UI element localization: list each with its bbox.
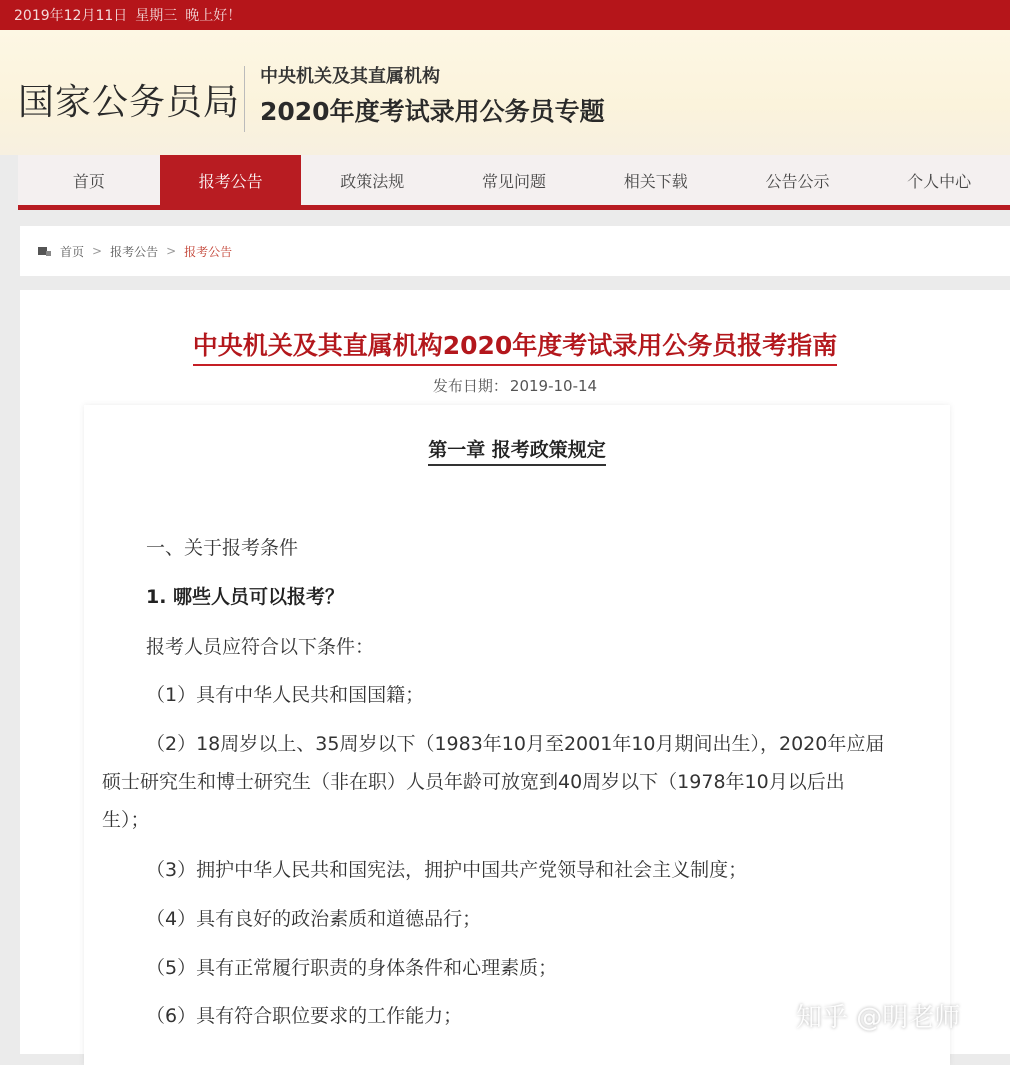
condition-6: （6）具有符合职位要求的工作能力； [146, 1005, 463, 1027]
nav-item-announcements[interactable]: 报考公告 [160, 155, 302, 205]
site-header [0, 30, 1010, 155]
breadcrumb-level1[interactable]: 报考公告 [110, 244, 159, 259]
condition-5: （5）具有正常履行职责的身体条件和心理素质； [146, 957, 558, 979]
chapter-heading-wrap [84, 435, 950, 466]
header-topic-title: 2020年度考试录用公务员专题 [260, 97, 605, 126]
breadcrumb [20, 226, 1010, 276]
header-divider [244, 66, 245, 132]
current-date: 2019年12月11日 [14, 8, 128, 24]
publish-date-value: 2019-10-14 [509, 377, 598, 395]
question-heading: 1. 哪些人员可以报考？ [146, 586, 345, 608]
header-subtitle: 中央机关及其直属机构 [260, 66, 440, 87]
nav-item-policies[interactable]: 政策法规 [340, 171, 405, 191]
publish-date [20, 375, 1010, 396]
condition-1: （1）具有中华人民共和国国籍； [146, 684, 425, 706]
home-icon [38, 245, 52, 257]
intro-text: 报考人员应符合以下条件： [146, 636, 375, 658]
publish-date-label: 发布日期： [432, 377, 508, 395]
article-panel [20, 290, 1010, 1054]
nav-item-personal-center[interactable]: 个人中心 [907, 171, 972, 191]
condition-2-line2: 硕士研究生和博士研究生（非在职）人员年龄可放宽到40周岁以下（1978年10月以后出 [102, 771, 845, 793]
section-heading: 一、关于报考条件 [146, 537, 299, 559]
breadcrumb-separator: > [92, 244, 103, 258]
article-title-wrap [20, 326, 1010, 366]
breadcrumb-current: 报考公告 [184, 244, 233, 259]
article-title: 中央机关及其直属机构2020年度考试录用公务员报考指南 [193, 326, 838, 366]
article-body [84, 405, 950, 1065]
condition-4: （4）具有良好的政治素质和道德品行； [146, 908, 482, 930]
nav-item-downloads[interactable]: 相关下载 [623, 171, 688, 191]
nav-item-faq[interactable]: 常见问题 [482, 171, 547, 191]
breadcrumb-separator: > [166, 244, 177, 258]
condition-2-line3: 生）； [102, 809, 150, 831]
breadcrumb-home[interactable]: 首页 [60, 244, 85, 259]
nav-underline [18, 205, 1010, 210]
watermark: 知乎 @明老师 [796, 1003, 961, 1033]
chapter-heading: 第一章 报考政策规定 [428, 435, 606, 466]
top-status-bar [0, 0, 1010, 30]
weekday: 星期三 [135, 8, 178, 24]
greeting: 晚上好！ [185, 8, 242, 24]
main-nav [18, 155, 1010, 205]
condition-3: （3）拥护中华人民共和国宪法，拥护中国共产党领导和社会主义制度； [146, 859, 748, 881]
site-logo[interactable]: 国家公务员局 [18, 82, 241, 123]
condition-2-line1: （2）18周岁以上、35周岁以下（1983年10月至2001年10月期间出生），2020年应届 [146, 733, 885, 755]
nav-item-notices[interactable]: 公告公示 [765, 171, 830, 191]
nav-item-home[interactable]: 首页 [72, 171, 105, 191]
